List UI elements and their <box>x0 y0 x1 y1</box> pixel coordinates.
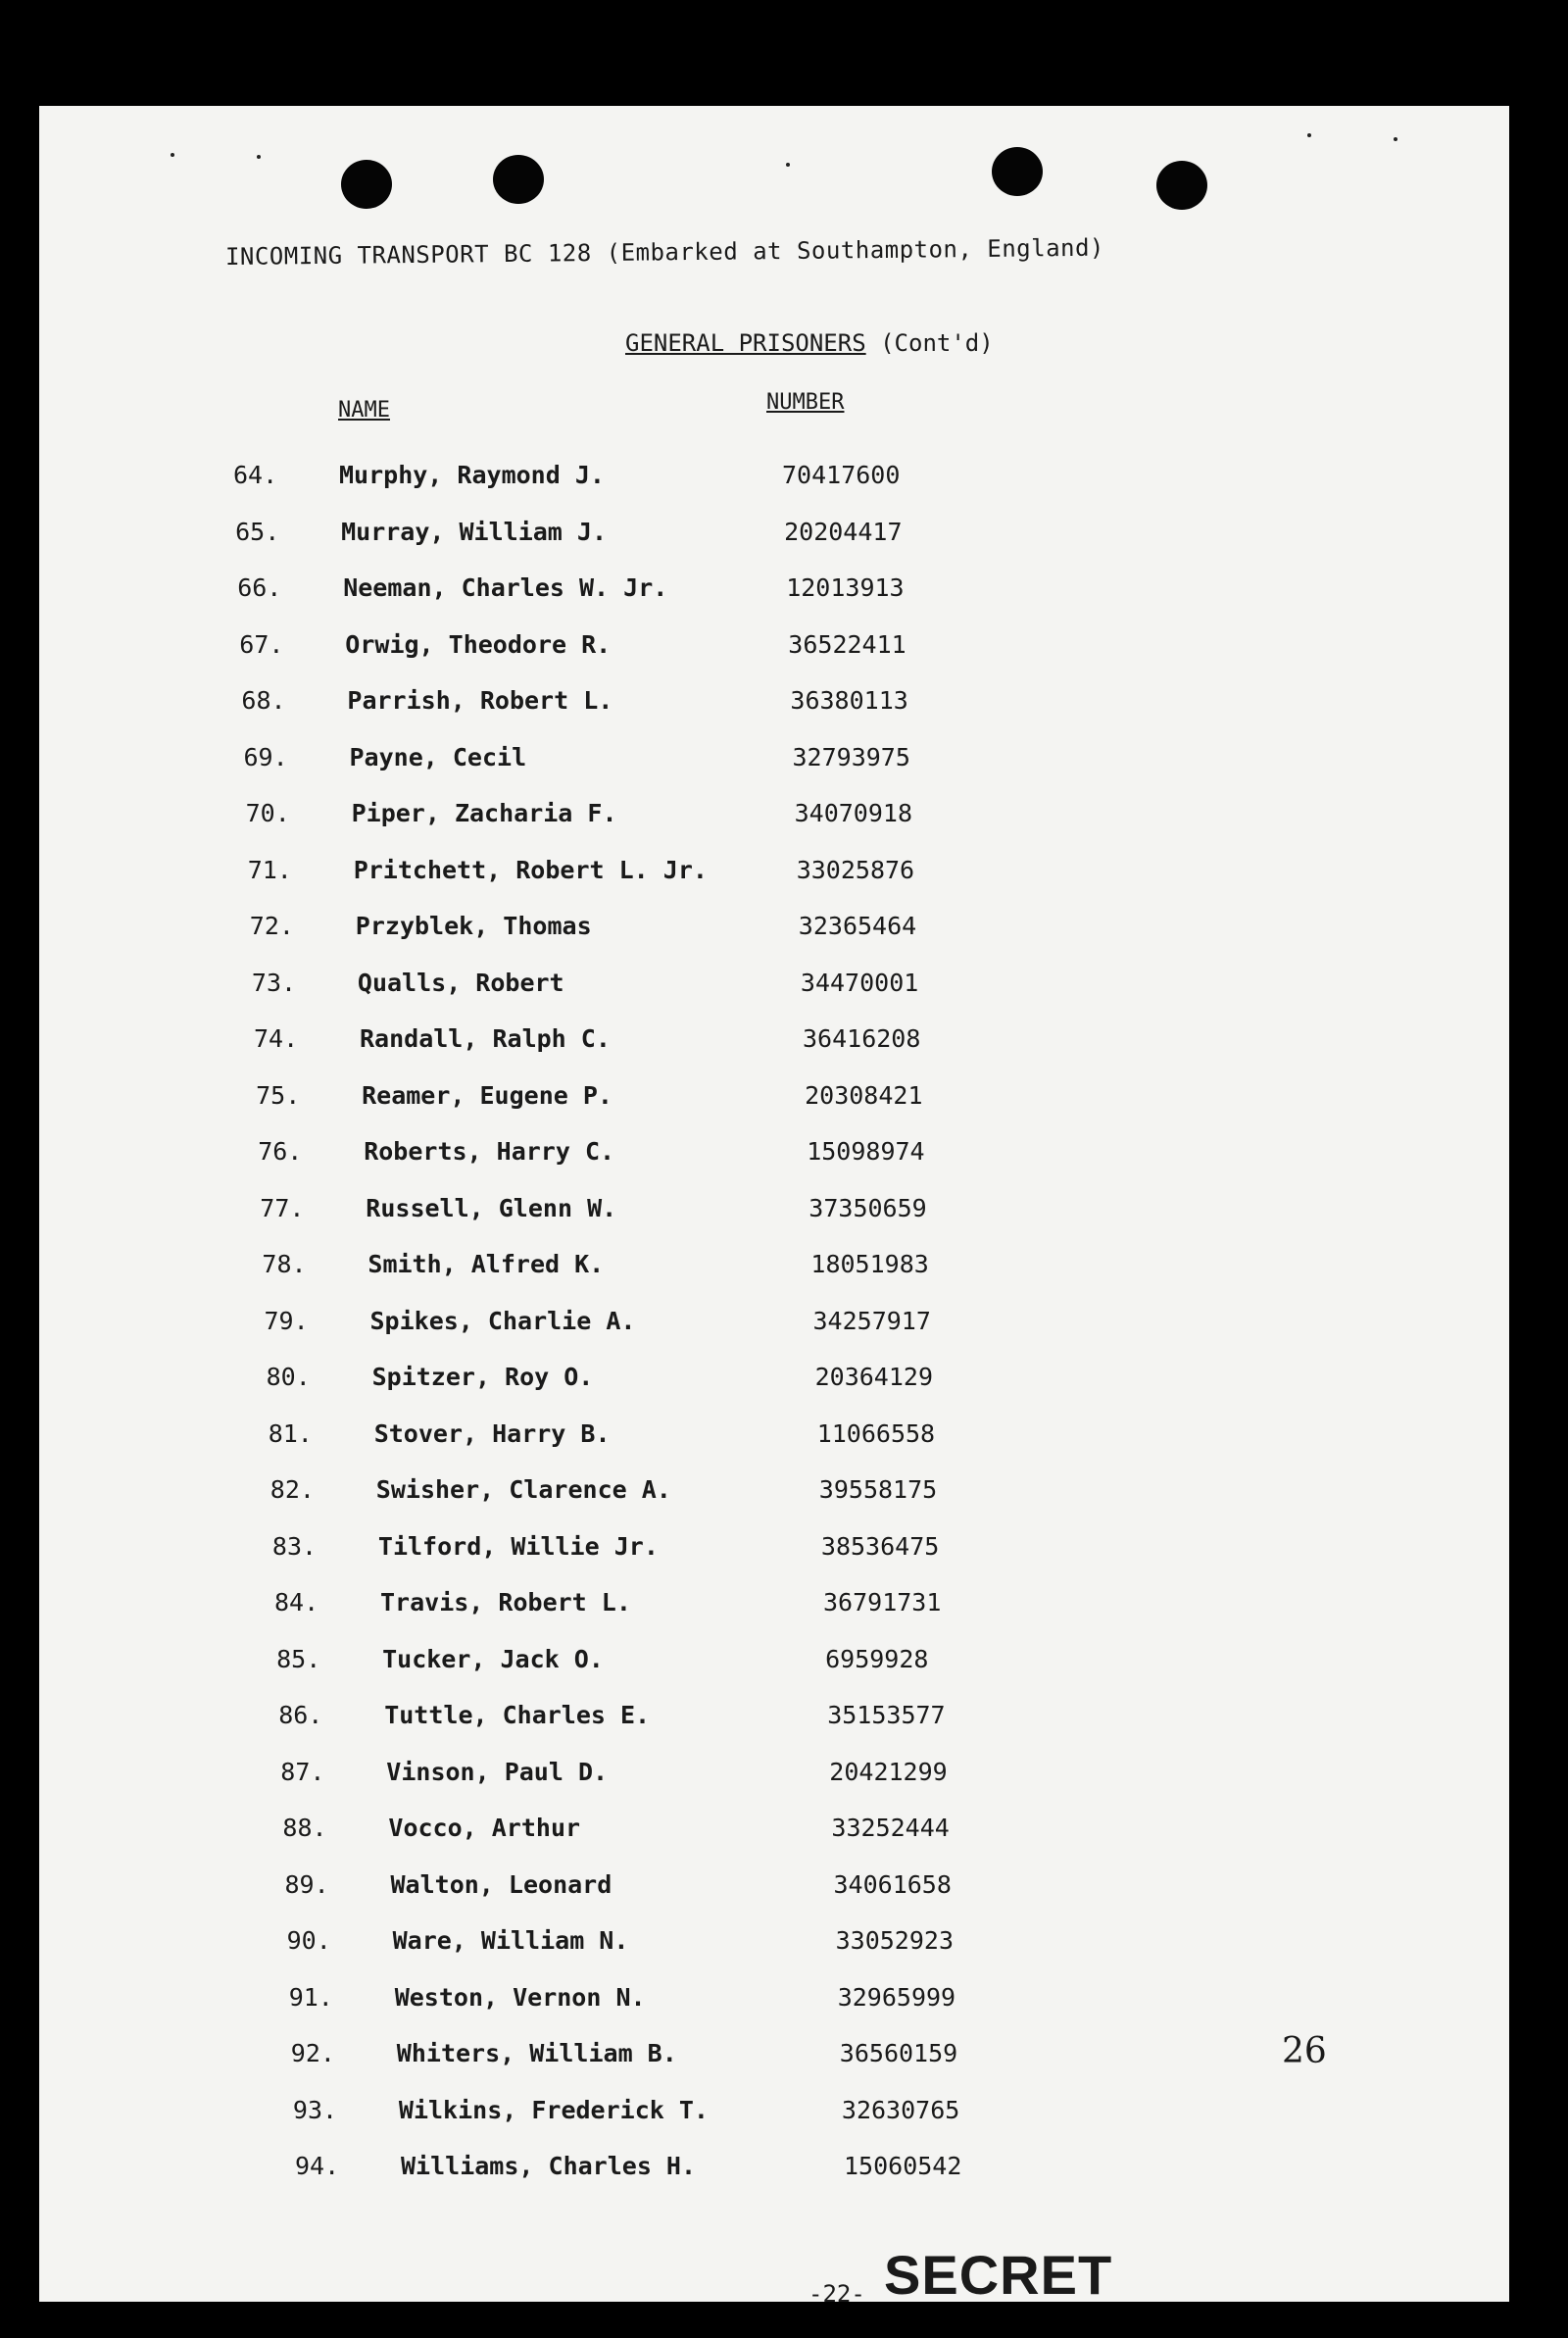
prisoner-name: Payne, Cecil <box>349 742 527 771</box>
entry-number: 89. <box>284 1869 329 1899</box>
entry-number: 94. <box>295 2152 340 2180</box>
entry-number: 81. <box>268 1418 313 1448</box>
column-header-number: NUMBER <box>766 390 845 415</box>
service-number: 36522411 <box>788 629 906 659</box>
service-number: 32365464 <box>798 912 917 940</box>
entry-number: 67. <box>239 629 284 659</box>
punch-hole <box>341 160 392 209</box>
speck <box>171 153 174 157</box>
prisoner-name: Piper, Zacharia F. <box>351 799 617 827</box>
service-number: 34070918 <box>794 799 913 827</box>
entry-number: 66. <box>237 573 282 602</box>
prisoner-name: Reamer, Eugene P. <box>362 1080 612 1110</box>
service-number: 36380113 <box>790 686 908 715</box>
speck <box>1307 133 1311 137</box>
prisoner-name: Spitzer, Roy O. <box>371 1363 594 1391</box>
entry-number: 86. <box>278 1701 323 1729</box>
service-number: 20204417 <box>784 517 903 546</box>
service-number: 70417600 <box>782 461 901 489</box>
punch-hole <box>493 155 544 204</box>
service-number: 11066558 <box>816 1418 936 1448</box>
service-number: 34257917 <box>812 1306 931 1335</box>
service-number: 34061658 <box>833 1869 952 1899</box>
prisoner-name: Murray, William J. <box>341 517 608 546</box>
prisoner-name: Whiters, William B. <box>396 2039 677 2067</box>
speck <box>257 155 261 159</box>
document-page <box>39 106 1509 2308</box>
punch-hole <box>1156 161 1207 210</box>
prisoner-name: Stover, Harry B. <box>373 1418 611 1448</box>
service-number: 34470001 <box>800 968 919 997</box>
entry-number: 87. <box>280 1757 325 1786</box>
prisoner-name: Spikes, Charlie A. <box>369 1306 636 1335</box>
entry-number: 80. <box>266 1363 311 1391</box>
prisoner-name: Parrish, Robert L. <box>347 686 613 715</box>
document-header: INCOMING TRANSPORT BC 128 (Embarked at Southampton, England) <box>224 233 1105 271</box>
prisoner-name: Qualls, Robert <box>357 968 564 997</box>
entry-number: 74. <box>254 1024 299 1053</box>
service-number: 12013913 <box>786 573 905 602</box>
entry-number: 69. <box>243 742 288 771</box>
entry-number: 71. <box>247 855 292 884</box>
speck <box>1394 137 1397 141</box>
entry-number: 79. <box>264 1306 309 1335</box>
service-number: 38536475 <box>820 1531 940 1561</box>
speck <box>786 163 790 167</box>
prisoner-name: Pritchett, Robert L. Jr. <box>353 855 708 884</box>
column-header-name: NAME <box>338 398 390 423</box>
service-number: 35153577 <box>827 1701 946 1729</box>
service-number: 6959928 <box>825 1644 929 1673</box>
entry-number: 76. <box>258 1137 303 1166</box>
entry-number: 77. <box>260 1193 305 1222</box>
service-number: 20308421 <box>805 1080 923 1110</box>
entry-number: 82. <box>270 1475 315 1504</box>
entry-number: 75. <box>256 1080 301 1110</box>
prisoner-name: Roberts, Harry C. <box>364 1137 615 1166</box>
entry-number: 83. <box>271 1531 318 1561</box>
prisoner-name: Williams, Charles H. <box>401 2152 697 2180</box>
service-number: 33025876 <box>796 855 915 884</box>
section-title-suffix: (Cont'd) <box>880 329 994 357</box>
prisoner-name: Przyblek, Thomas <box>355 912 592 940</box>
prisoner-name: Randall, Ralph C. <box>360 1024 611 1053</box>
entry-number: 85. <box>276 1644 321 1673</box>
punch-hole <box>992 147 1043 196</box>
entry-number: 91. <box>288 1982 333 2012</box>
entry-number: 72. <box>249 912 294 940</box>
prisoner-name: Tuttle, Charles E. <box>384 1701 651 1729</box>
prisoner-name: Orwig, Theodore R. <box>345 629 612 659</box>
prisoner-name: Travis, Robert L. <box>380 1588 631 1617</box>
section-title <box>625 329 994 357</box>
prisoner-name: Wilkins, Frederick T. <box>398 2095 709 2124</box>
service-number: 36560159 <box>839 2039 958 2067</box>
service-number: 36416208 <box>803 1024 921 1053</box>
service-number: 20421299 <box>829 1757 948 1786</box>
service-number: 36791731 <box>823 1588 942 1617</box>
prisoner-name: Tilford, Willie Jr. <box>377 1531 659 1561</box>
entry-number: 90. <box>286 1926 331 1955</box>
prisoner-name: Walton, Leonard <box>390 1869 612 1899</box>
prisoner-name: Murphy, Raymond J. <box>339 461 605 489</box>
secret-stamp: SECRET <box>884 2244 1113 2306</box>
section-title-text: GENERAL PRISONERS <box>625 329 866 357</box>
entry-number: 92. <box>290 2039 335 2067</box>
prisoner-name: Russell, Glenn W. <box>366 1193 617 1222</box>
prisoner-name: Vinson, Paul D. <box>386 1757 609 1786</box>
service-number: 32630765 <box>841 2095 960 2124</box>
service-number: 18051983 <box>810 1250 929 1278</box>
entry-number: 65. <box>235 517 280 546</box>
prisoner-name: Weston, Vernon N. <box>394 1982 646 2012</box>
prisoner-name: Smith, Alfred K. <box>368 1250 605 1278</box>
prisoner-name: Tucker, Jack O. <box>382 1644 604 1673</box>
service-number: 37350659 <box>808 1193 927 1222</box>
entry-number: 93. <box>292 2095 338 2124</box>
entry-number: 78. <box>262 1250 307 1278</box>
page-number: -22- <box>808 2280 865 2308</box>
prisoner-name: Ware, William N. <box>392 1926 629 1955</box>
entry-number: 88. <box>282 1814 327 1842</box>
service-number: 32793975 <box>792 742 910 771</box>
service-number: 15060542 <box>844 2152 962 2180</box>
service-number: 32965999 <box>837 1982 956 2012</box>
entry-number: 64. <box>233 461 278 489</box>
prisoner-name: Swisher, Clarence A. <box>375 1475 671 1504</box>
service-number: 33252444 <box>831 1814 950 1842</box>
prisoner-name: Neeman, Charles W. Jr. <box>343 573 668 602</box>
service-number: 15098974 <box>807 1137 925 1166</box>
margin-page-number: 26 <box>1282 2031 1327 2071</box>
entry-number: 84. <box>274 1588 319 1617</box>
service-number: 20364129 <box>814 1363 934 1391</box>
service-number: 39558175 <box>818 1475 938 1504</box>
entry-number: 70. <box>245 799 290 827</box>
prisoner-name: Vocco, Arthur <box>388 1814 581 1842</box>
entry-number: 73. <box>251 968 297 997</box>
entry-number: 68. <box>241 686 286 715</box>
service-number: 33052923 <box>835 1926 955 1955</box>
